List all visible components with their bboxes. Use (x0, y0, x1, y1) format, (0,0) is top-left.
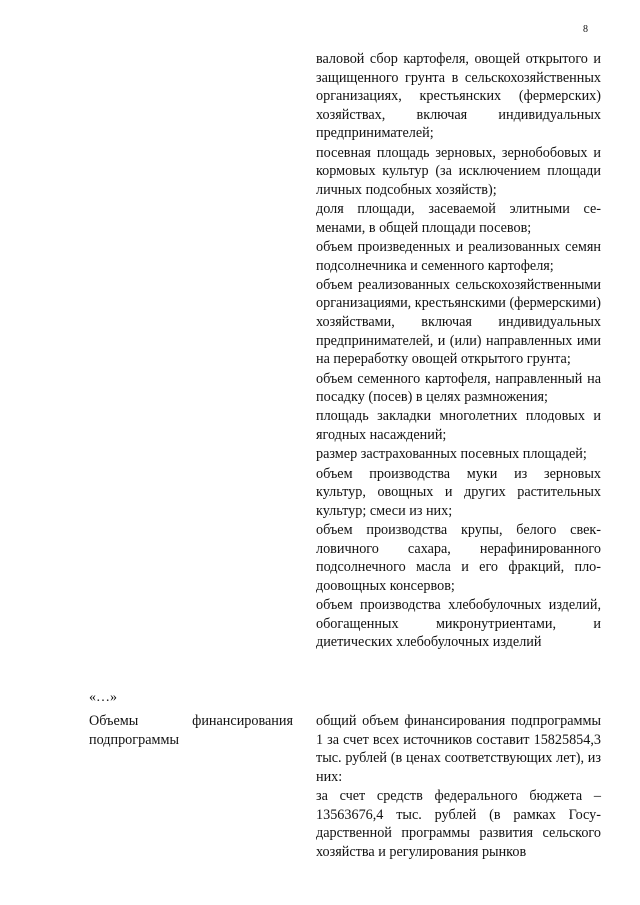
indicator-item: валовой сбор картофеля, овощей открытого и защищенного грунта в сельскохозяйственных организациях, крестьянских (фермерских) хозяйствах, включая индивидуальных предпринимателей; (316, 51, 601, 142)
indicators-list (316, 50, 601, 653)
funding-paragraph: за счет средств федерального бюджета – 13563676,4 тыс. рублей (в рамках Государственной программы развития сельского хозяйства и регулирования рынков (316, 788, 601, 860)
indicator-item: доля площади, засеваемой элитными семенами, в общей площади посевов; (316, 201, 601, 236)
indicator-item: объем производства хлебобулочных изделий, обогащенных микронутриентами, и диетических хлебобулочных изделий (316, 597, 601, 651)
funding-label-line: Объемы финансирования (89, 713, 293, 729)
omission-mark: «…» (89, 690, 117, 705)
indicator-item: размер застрахованных посевных площадей; (316, 446, 587, 463)
indicator-item: объем произведенных и реализованных семян подсолнечника и семенного картофеля; (316, 239, 601, 274)
funding-label (89, 712, 293, 749)
funding-paragraph: общий объем финансирования подпрограммы 1 за счет всех источников составит 15825854,3 тыс. рублей (в ценах соответствующих лет), из них: (316, 713, 601, 785)
funding-label-line: подпрограммы (89, 731, 179, 748)
indicator-item: посевная площадь зерновых, зернобобовых и кормовых культур (за исключением площади личных подсобных хозяйств); (316, 144, 601, 198)
funding-text (316, 712, 601, 862)
indicator-item: объем реализованных сельскохозяйственными организациями, крестьянскими (фермерскими) хозяйствами, включая индивидуальных предпринимателей, и (или) направленных ими на переработку овощей открытого грунта; (316, 276, 601, 368)
indicator-item: объем семенного картофеля, направленный на посадку (посев) в целях размножения; (316, 370, 601, 406)
indicator-item: площадь закладки многолетних плодовых и ягодных насаждений; (316, 408, 601, 443)
indicator-item: объем производства муки из зерновых культур, овощных и других растительных культур; смеси из них; (316, 465, 601, 519)
page-number: 8 (583, 24, 588, 35)
indicator-item: объем производства крупы, белого свекловичного сахара, нерафинированного подсолнечного масла и его фракций, плодоовощных консервов; (316, 522, 601, 594)
